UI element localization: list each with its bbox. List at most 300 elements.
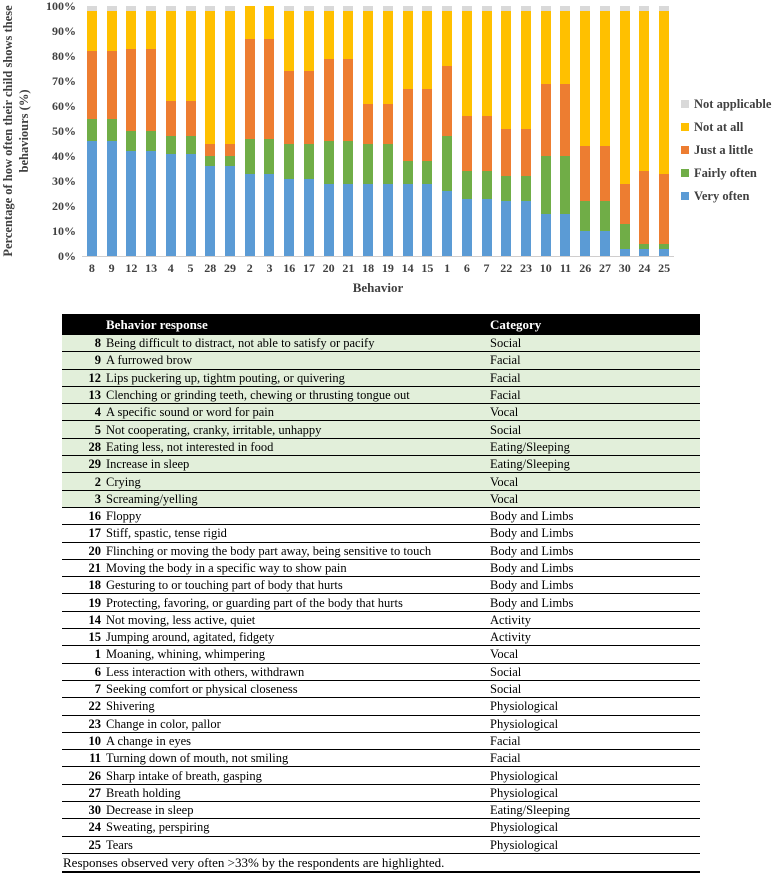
cell-response: A change in eyes — [106, 732, 490, 749]
table-header-row — [62, 314, 700, 335]
x-tick-label: 12 — [125, 261, 138, 275]
cell-category: Facial — [490, 369, 700, 386]
bar-segment-not-at-all — [343, 11, 353, 59]
cell-category: Facial — [490, 386, 700, 403]
bar-segment-fairly-often — [343, 141, 353, 184]
bar-column — [378, 6, 398, 256]
cell-category: Body and Limbs — [490, 525, 700, 542]
cell-number: 21 — [62, 559, 106, 576]
cell-category: Eating/Sleeping — [490, 802, 700, 819]
legend-label: Very often — [694, 189, 750, 203]
table-row — [62, 490, 700, 507]
bar-segment-fairly-often — [462, 171, 472, 199]
cell-response: Less interaction with others, withdrawn — [106, 663, 490, 680]
cell-number: 6 — [62, 663, 106, 680]
bar-segment-not-at-all — [620, 11, 630, 184]
stacked-bar — [324, 6, 334, 256]
bar-segment-just-a-little — [482, 116, 492, 171]
cell-category: Vocal — [490, 404, 700, 421]
cell-category: Physiological — [490, 767, 700, 784]
cell-response: Crying — [106, 473, 490, 490]
bar-segment-fairly-often — [126, 131, 136, 151]
bar-segment-fairly-often — [245, 139, 255, 174]
stacked-bar — [560, 6, 570, 256]
bar-segment-just-a-little — [501, 129, 511, 177]
legend-item-not-applicable — [681, 97, 771, 111]
x-tick-label: 29 — [224, 261, 236, 275]
cell-category: Activity — [490, 611, 700, 628]
bar-segment-just-a-little — [639, 171, 649, 244]
x-tick-label: 26 — [579, 261, 592, 275]
col-header-behavior-response: Behavior response — [106, 314, 490, 335]
bar-segment-very-often — [541, 214, 551, 257]
legend-label: Not applicable — [694, 97, 772, 111]
cell-number: 16 — [62, 507, 106, 524]
legend-label: Fairly often — [694, 166, 757, 180]
stacked-bar — [620, 6, 630, 256]
table-row — [62, 611, 700, 628]
cell-number: 20 — [62, 542, 106, 559]
y-tick-label: 0% — [58, 249, 76, 263]
stacked-bar — [383, 6, 393, 256]
bar-column — [181, 6, 201, 256]
x-tick-label: 20 — [322, 261, 335, 275]
y-tick-label: 100% — [46, 0, 76, 13]
bar-segment-just-a-little — [403, 89, 413, 162]
bar-column — [635, 6, 655, 256]
bar-segment-fairly-often — [580, 201, 590, 231]
cell-number: 7 — [62, 680, 106, 697]
bar-segment-just-a-little — [600, 146, 610, 201]
x-tick-label: 17 — [302, 261, 315, 275]
cell-category: Social — [490, 421, 700, 438]
cell-response: Moaning, whining, whimpering — [106, 646, 490, 663]
bar-column — [141, 6, 161, 256]
cell-response: Decrease in sleep — [106, 802, 490, 819]
bar-segment-fairly-often — [166, 136, 176, 154]
stacked-bar — [659, 6, 669, 256]
cell-response: Gesturing to or touching part of body that hurts — [106, 577, 490, 594]
table-row — [62, 473, 700, 490]
stacked-bar — [87, 6, 97, 256]
table-row — [62, 577, 700, 594]
cell-number: 26 — [62, 767, 106, 784]
bar-segment-fairly-often — [403, 161, 413, 184]
table-row — [62, 369, 700, 386]
x-tick-label: 23 — [520, 261, 533, 275]
bar-segment-fairly-often — [186, 136, 196, 154]
stacked-bar — [600, 6, 610, 256]
stacked-bar — [541, 6, 551, 256]
col-header-category: Category — [490, 314, 700, 335]
bar-column — [299, 6, 319, 256]
cell-response: Flinching or moving the body part away, being sensitive to touch — [106, 542, 490, 559]
cell-response: Moving the body in a specific way to show pain — [106, 559, 490, 576]
x-tick-label: 21 — [342, 261, 355, 275]
cell-response: Tears — [106, 836, 490, 853]
bar-segment-very-often — [501, 201, 511, 256]
cell-number: 29 — [62, 456, 106, 473]
bar-segment-just-a-little — [422, 89, 432, 162]
table-row — [62, 836, 700, 853]
bar-segment-fairly-often — [560, 156, 570, 214]
cell-response: Being difficult to distract, not able to satisfy or pacify — [106, 335, 490, 352]
legend-label: Just a little — [694, 143, 754, 157]
bar-segment-very-often — [87, 141, 97, 256]
bar-segment-fairly-often — [501, 176, 511, 201]
cell-category: Physiological — [490, 819, 700, 836]
bar-segment-fairly-often — [541, 156, 551, 214]
bar-segment-just-a-little — [146, 49, 156, 132]
bar-segment-just-a-little — [205, 144, 215, 157]
cell-number: 23 — [62, 715, 106, 732]
cell-number: 19 — [62, 594, 106, 611]
cell-category: Body and Limbs — [490, 577, 700, 594]
table-footnote: Responses observed very often >33% by the respondents are highlighted. — [62, 854, 700, 873]
cell-category: Activity — [490, 629, 700, 646]
behavior-table — [62, 314, 700, 854]
cell-response: Shivering — [106, 698, 490, 715]
bar-segment-fairly-often — [383, 144, 393, 184]
cell-number: 9 — [62, 352, 106, 369]
stacked-bar — [343, 6, 353, 256]
cell-category: Body and Limbs — [490, 507, 700, 524]
table-row — [62, 750, 700, 767]
cell-number: 1 — [62, 646, 106, 663]
bar-column — [516, 6, 536, 256]
bar-column — [496, 6, 516, 256]
bar-segment-very-often — [403, 184, 413, 257]
cell-response: Clenching or grinding teeth, chewing or thrusting tongue out — [106, 386, 490, 403]
bar-column — [457, 6, 477, 256]
bar-column — [240, 6, 260, 256]
bar-segment-very-often — [442, 191, 452, 256]
stacked-bar — [639, 6, 649, 256]
legend-label: Not at all — [694, 120, 744, 134]
cell-category: Eating/Sleeping — [490, 456, 700, 473]
bar-segment-just-a-little — [225, 144, 235, 157]
bar-segment-just-a-little — [462, 116, 472, 171]
cell-number: 14 — [62, 611, 106, 628]
bar-column — [595, 6, 615, 256]
bar-segment-very-often — [126, 151, 136, 256]
bar-segment-fairly-often — [324, 141, 334, 184]
x-tick-label: 19 — [381, 261, 394, 275]
bar-segment-not-at-all — [284, 11, 294, 71]
bar-column — [477, 6, 497, 256]
bar-segment-not-at-all — [166, 11, 176, 101]
bar-segment-very-often — [363, 184, 373, 257]
stacked-bar — [245, 6, 255, 256]
bar-segment-not-at-all — [403, 11, 413, 89]
cell-category: Facial — [490, 750, 700, 767]
cell-category: Social — [490, 335, 700, 352]
bar-segment-not-at-all — [639, 11, 649, 171]
table-row — [62, 525, 700, 542]
bar-segment-very-often — [284, 179, 294, 257]
x-axis-labels — [82, 261, 674, 276]
table-row — [62, 335, 700, 352]
table-row — [62, 456, 700, 473]
bar-segment-very-often — [560, 214, 570, 257]
bar-segment-just-a-little — [383, 104, 393, 144]
bar-segment-very-often — [166, 154, 176, 257]
bar-segment-not-at-all — [501, 11, 511, 129]
x-tick-label: 11 — [559, 261, 572, 275]
table-row — [62, 715, 700, 732]
bar-segment-not-at-all — [87, 11, 97, 51]
stacked-bar — [225, 6, 235, 256]
bar-segment-just-a-little — [245, 39, 255, 139]
bar-segment-very-often — [186, 154, 196, 257]
cell-category: Vocal — [490, 473, 700, 490]
cell-category: Vocal — [490, 646, 700, 663]
cell-category: Physiological — [490, 836, 700, 853]
x-tick-label: 2 — [246, 261, 253, 275]
bar-segment-not-at-all — [363, 11, 373, 104]
bar-segment-very-often — [600, 231, 610, 256]
legend-item-just-a-little — [681, 143, 771, 157]
cell-number: 4 — [62, 404, 106, 421]
bar-segment-fairly-often — [304, 144, 314, 179]
x-tick-label: 16 — [283, 261, 296, 275]
cell-response: Breath holding — [106, 784, 490, 801]
bar-segment-very-often — [324, 184, 334, 257]
cell-number: 22 — [62, 698, 106, 715]
bar-segment-very-often — [659, 249, 669, 257]
bar-segment-fairly-often — [521, 176, 531, 201]
bar-segment-just-a-little — [284, 71, 294, 144]
cell-category: Social — [490, 663, 700, 680]
cell-response: Sharp intake of breath, gasping — [106, 767, 490, 784]
cell-category: Eating/Sleeping — [490, 438, 700, 455]
cell-number: 30 — [62, 802, 106, 819]
bar-column — [279, 6, 299, 256]
bar-column — [121, 6, 141, 256]
stacked-bar — [422, 6, 432, 256]
y-tick-label: 20% — [52, 199, 76, 213]
stacked-bar — [186, 6, 196, 256]
bar-segment-not-at-all — [580, 11, 590, 146]
bar-segment-not-at-all — [560, 11, 570, 84]
stacked-bar — [580, 6, 590, 256]
cell-response: Lips puckering up, tightm pouting, or quivering — [106, 369, 490, 386]
table-row — [62, 629, 700, 646]
cell-category: Facial — [490, 732, 700, 749]
stacked-bar — [107, 6, 117, 256]
table-row — [62, 559, 700, 576]
bar-segment-very-often — [146, 151, 156, 256]
chart-legend — [681, 97, 771, 212]
cell-response: Not moving, less active, quiet — [106, 611, 490, 628]
y-tick-label: 10% — [52, 224, 76, 238]
bar-segment-just-a-little — [620, 184, 630, 224]
stacked-bar — [146, 6, 156, 256]
table-row — [62, 386, 700, 403]
bar-column — [339, 6, 359, 256]
table-row — [62, 784, 700, 801]
x-tick-label: 5 — [187, 261, 194, 275]
cell-number: 5 — [62, 421, 106, 438]
bar-segment-fairly-often — [146, 131, 156, 151]
y-tick-label: 40% — [52, 149, 76, 163]
bar-segment-very-often — [245, 174, 255, 257]
bar-segment-just-a-little — [659, 174, 669, 244]
bar-column — [161, 6, 181, 256]
bar-segment-just-a-little — [107, 51, 117, 119]
table-row — [62, 663, 700, 680]
legend-swatch-very-often-icon — [681, 192, 689, 200]
bar-segment-very-often — [482, 199, 492, 257]
bar-segment-not-at-all — [482, 11, 492, 116]
cell-response: Seeking comfort or physical closeness — [106, 680, 490, 697]
bar-segment-not-at-all — [383, 11, 393, 104]
cell-response: A specific sound or word for pain — [106, 404, 490, 421]
cell-number: 25 — [62, 836, 106, 853]
x-tick-label: 4 — [167, 261, 174, 275]
legend-item-fairly-often — [681, 166, 771, 180]
cell-number: 15 — [62, 629, 106, 646]
table-row — [62, 680, 700, 697]
bar-column — [82, 6, 102, 256]
cell-response: Screaming/yelling — [106, 490, 490, 507]
bar-segment-very-often — [462, 199, 472, 257]
bar-segment-not-at-all — [600, 11, 610, 146]
stacked-bar — [284, 6, 294, 256]
bar-segment-very-often — [521, 201, 531, 256]
bar-segment-very-often — [264, 174, 274, 257]
bar-segment-fairly-often — [225, 156, 235, 166]
x-tick-label: 24 — [638, 261, 651, 275]
bar-column — [220, 6, 240, 256]
bar-segment-very-often — [422, 184, 432, 257]
x-tick-label: 1 — [444, 261, 451, 275]
y-tick-label: 50% — [52, 124, 76, 138]
bar-segment-very-often — [383, 184, 393, 257]
cell-number: 11 — [62, 750, 106, 767]
bar-segment-very-often — [107, 141, 117, 256]
cell-response: Eating less, not interested in food — [106, 438, 490, 455]
x-axis-title: Behavior — [352, 280, 404, 295]
x-tick-label: 18 — [362, 261, 375, 275]
x-tick-label: 3 — [266, 261, 273, 275]
cell-response: Change in color, pallor — [106, 715, 490, 732]
bar-segment-fairly-often — [107, 119, 117, 142]
bar-column — [358, 6, 378, 256]
table-row — [62, 802, 700, 819]
bar-column — [319, 6, 339, 256]
stacked-bar — [264, 6, 274, 256]
bar-segment-not-at-all — [462, 11, 472, 116]
cell-category: Vocal — [490, 490, 700, 507]
x-tick-label: 6 — [463, 261, 470, 275]
table-row — [62, 438, 700, 455]
bar-segment-fairly-often — [205, 156, 215, 166]
bar-segment-very-often — [225, 166, 235, 256]
legend-swatch-not-applicable-icon — [681, 100, 689, 108]
bar-segment-not-at-all — [659, 11, 669, 174]
stacked-bar — [205, 6, 215, 256]
y-tick-label: 70% — [52, 74, 76, 88]
y-tick-label: 30% — [52, 174, 76, 188]
bar-segment-very-often — [580, 231, 590, 256]
cell-response: Increase in sleep — [106, 456, 490, 473]
bar-segment-just-a-little — [166, 101, 176, 136]
table-row — [62, 732, 700, 749]
cell-response: Jumping around, agitated, fidgety — [106, 629, 490, 646]
cell-number: 3 — [62, 490, 106, 507]
bar-segment-fairly-often — [620, 224, 630, 249]
x-tick-label: 15 — [421, 261, 434, 275]
table-row — [62, 352, 700, 369]
x-tick-label: 28 — [204, 261, 217, 275]
bar-segment-just-a-little — [87, 51, 97, 119]
stacked-bar — [462, 6, 472, 256]
bar-column — [654, 6, 674, 256]
bar-segment-fairly-often — [87, 119, 97, 142]
y-tick-label: 80% — [52, 49, 76, 63]
bar-segment-not-at-all — [324, 11, 334, 59]
legend-item-very-often — [681, 189, 771, 203]
bar-segment-not-at-all — [225, 11, 235, 144]
bar-column — [556, 6, 576, 256]
cell-number: 17 — [62, 525, 106, 542]
bar-segment-not-at-all — [186, 11, 196, 101]
cell-category: Body and Limbs — [490, 594, 700, 611]
x-tick-label: 7 — [483, 261, 490, 275]
bar-segment-not-at-all — [205, 11, 215, 144]
cell-number: 27 — [62, 784, 106, 801]
bar-segment-not-at-all — [126, 11, 136, 49]
stacked-bar — [304, 6, 314, 256]
bar-segment-not-at-all — [442, 11, 452, 66]
table-row — [62, 767, 700, 784]
x-tick-label: 14 — [401, 261, 414, 275]
table-row — [62, 698, 700, 715]
bar-segment-fairly-often — [482, 171, 492, 199]
bar-column — [417, 6, 437, 256]
table-row — [62, 646, 700, 663]
bar-segment-not-at-all — [264, 6, 274, 39]
x-tick-label: 27 — [598, 261, 611, 275]
stacked-bar-chart — [0, 0, 779, 310]
x-tick-label: 25 — [658, 261, 671, 275]
x-tick-label: 13 — [145, 261, 158, 275]
bar-column — [536, 6, 556, 256]
cell-response: Not cooperating, cranky, irritable, unhappy — [106, 421, 490, 438]
bar-segment-just-a-little — [442, 66, 452, 136]
legend-swatch-not-at-all-icon — [681, 123, 689, 131]
cell-category: Body and Limbs — [490, 559, 700, 576]
stacked-bar — [482, 6, 492, 256]
table-row — [62, 594, 700, 611]
bar-segment-just-a-little — [580, 146, 590, 201]
bar-segment-just-a-little — [560, 84, 570, 157]
stacked-bar — [166, 6, 176, 256]
bar-segment-not-at-all — [304, 11, 314, 71]
bar-segment-just-a-little — [541, 84, 551, 157]
bar-segment-just-a-little — [186, 101, 196, 136]
bar-segment-fairly-often — [600, 201, 610, 231]
cell-response: Floppy — [106, 507, 490, 524]
legend-swatch-just-a-little-icon — [681, 146, 689, 154]
bar-segment-just-a-little — [343, 59, 353, 142]
stacked-bar — [403, 6, 413, 256]
cell-number: 18 — [62, 577, 106, 594]
cell-number: 8 — [62, 335, 106, 352]
bar-segment-not-at-all — [107, 11, 117, 51]
bar-segment-fairly-often — [422, 161, 432, 184]
